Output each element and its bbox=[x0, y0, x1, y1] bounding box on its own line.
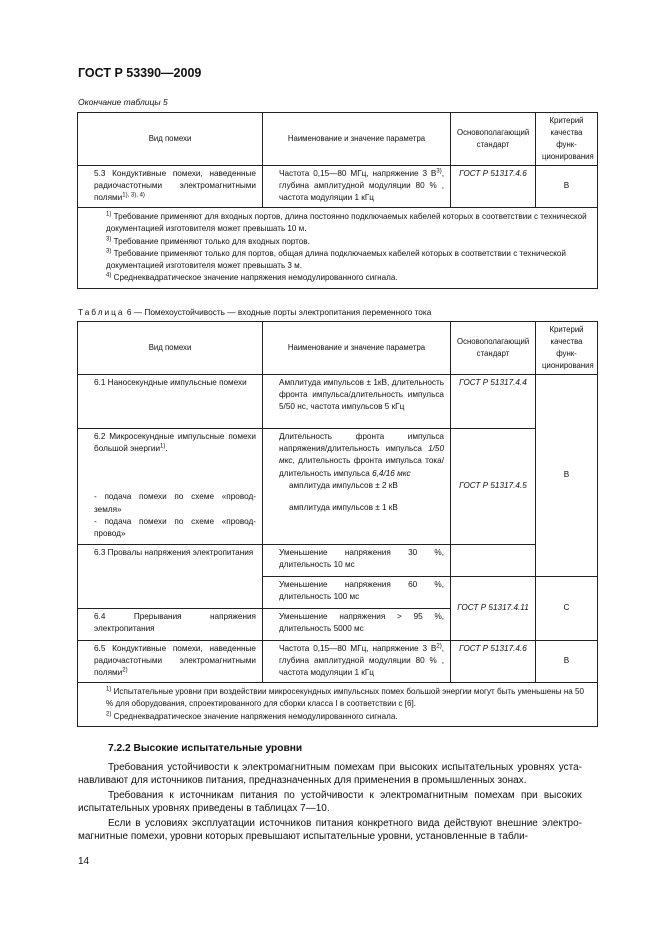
table5-note-3: $^{3)}$ Требование применяют только для портов, общая длина подключаемых кабелей которых в соответствии с технической документацией изготовителя может превышать 3 м. bbox=[106, 248, 566, 271]
table6-header-param: Наименование и значение параметра bbox=[263, 322, 451, 375]
table5-notes bbox=[78, 208, 598, 289]
table6-row-6-3-param-2: Уменьшение напряжения 60 %, длительность 100 мс bbox=[263, 577, 451, 609]
table6-row-6-3-standard-blank bbox=[451, 545, 536, 577]
table5-row-criterion: B bbox=[536, 166, 598, 208]
table5-row-param: Частота 0,15—80 МГц, напряжение 3 $В^{3)}$, глубина амплитудной модуляции 80 % , частота модуляции 1 кГц bbox=[263, 166, 451, 208]
row-6-2-param-2kv: амплитуда импульсов ± 2 кВ bbox=[289, 480, 398, 490]
table5-note-2: $^{3)}$ Требование применяют только для входных портов. bbox=[106, 235, 310, 246]
row-6-2-line-earth: - подача помехи по схеме «провод-земля» bbox=[94, 492, 256, 514]
table6-row-6-5-type: 6.5 Кондуктивные помехи, наведенные радиочастотными электромагнитными полями$^{2)}$ bbox=[78, 641, 263, 683]
table6-note-2: $^{2)}$ Среднеквадратическое значение напряжения немодулированного сигнала. bbox=[106, 710, 398, 721]
table5 bbox=[77, 112, 598, 289]
table6-notes bbox=[78, 683, 598, 727]
row-6-2-title: 6.2 Микросекундные импульсные помехи большой энергии$^{1)}$. bbox=[94, 432, 256, 454]
table6-row-6-3-param-1: Уменьшение напряжения 30 %, длительность 10 мс bbox=[263, 545, 451, 577]
table6-row-6-5-standard: ГОСТ Р 51317.4.6 bbox=[451, 641, 536, 683]
section-paragraph-3: Если в условиях эксплуатации источников питания конкретного вида действуют внешние электромагнитные помехи, уровни которых превышают испытательные уровни, установленные в табли- bbox=[78, 818, 582, 843]
table6-row-6-4-param: Уменьшение напряжения > 95 %, длительность 5000 мс bbox=[263, 609, 451, 641]
table6-row-6-3-type: 6.3 Провалы напряжения электропитания bbox=[78, 545, 263, 609]
table6 bbox=[77, 321, 598, 727]
table6-header-standard: Основополагающий стандарт bbox=[451, 322, 536, 375]
table6-row-6-1-standard: ГОСТ Р 51317.4.4 bbox=[451, 375, 536, 429]
row-6-2-param-pulse: Длительность фронта импульса напряжения/длительность импульса 1/50 мкс, длительность фронта импульса тока/длительность импульса 6,4/16 мкс bbox=[279, 432, 445, 478]
table6-criterion-b2: B bbox=[536, 641, 598, 683]
document-header: ГОСТ Р 53390—2009 bbox=[78, 66, 202, 80]
row-6-2-line-wire: - подача помехи по схеме «провод-провод» bbox=[94, 516, 256, 539]
table5-row-standard: ГОСТ Р 51317.4.6 bbox=[451, 166, 536, 208]
table5-note-1: $^{1)}$ Требование применяют для входных портов, длина постоянно подключаемых кабелей которых в соответствии с технической документацией изготовителя может превышать 10 м. bbox=[106, 211, 587, 234]
table6-row-6-1-param: Амплитуда импульсов ± 1кВ, длительность фронта импульса/длительность импульса 5/50 нс, частота импульсов 5 кГц bbox=[263, 375, 451, 429]
table6-header-type: Вид помехи bbox=[78, 322, 263, 375]
table5-header-param: Наименование и значение параметра bbox=[263, 113, 451, 166]
table6-row-6-1-type: 6.1 Наносекундные импульсные помехи bbox=[78, 375, 263, 429]
table6-row-6-2-standard: ГОСТ Р 51317.4.5 bbox=[451, 429, 536, 545]
table6-header-criterion: Критерий качества функционирования bbox=[536, 322, 598, 375]
table6-row-6-2-type bbox=[78, 429, 263, 545]
table5-header-criterion: Критерий качества функционирования bbox=[536, 113, 598, 166]
page-number: 14 bbox=[78, 856, 90, 867]
section-paragraph-1: Требования устойчивости к электромагнитным помехам при высоких испытательных уровнях устанавливают для источников питания, предназначенных для применения в промышленных зонах. bbox=[78, 762, 582, 787]
section-title: 7.2.2 Высокие испытательные уровни bbox=[108, 743, 303, 754]
table6-caption: Таблица 6 — Помехоустойчивость — входные порты электропитания переменного тока bbox=[78, 307, 432, 317]
table6-criterion-b1: B bbox=[536, 375, 598, 577]
table5-header-type: Вид помехи bbox=[78, 113, 263, 166]
table5-note-4: $^{4)}$ Среднеквадратическое значение напряжения немодулированного сигнала. bbox=[106, 272, 398, 283]
table5-header-standard: Основополагающий стандарт bbox=[451, 113, 536, 166]
row-6-2-param-1kv: амплитуда импульсов ± 1 кВ bbox=[289, 503, 398, 513]
table5-caption: Окончание таблицы 5 bbox=[78, 97, 168, 107]
table6-row-6-2-param bbox=[263, 429, 451, 545]
table5-row-type: 5.3 Кондуктивные помехи, наведенные радиочастотными электромагнитными полями$^{1), 3), 4)}$ bbox=[78, 166, 263, 208]
section-paragraph-2: Требования к источникам питания по устойчивости к электромагнитным помехам при высоких испытательных уровнях приведены в таблицах 7—10. bbox=[78, 790, 582, 815]
table6-criterion-c: C bbox=[536, 577, 598, 641]
table6-row-6-5-param: Частота 0,15—80 МГц, напряжение 3 $В^{2)}$, глубина амплитудной модуляции 80 % , частота модуляции 1 кГц bbox=[263, 641, 451, 683]
table6-row-6-4-type: 6.4 Прерывания напряжения электропитания bbox=[78, 609, 263, 641]
table6-note-1: $^{1)}$ Испытательные уровни при воздействии микросекундных импульсных помех большой энергии могут быть уменьшены на 50 % для оборудования, спроектированного для сборки класса I в соответствии с [6]. bbox=[106, 686, 585, 709]
table6-row-6-3-6-4-standard: ГОСТ Р 51317.4.11 bbox=[451, 577, 536, 641]
